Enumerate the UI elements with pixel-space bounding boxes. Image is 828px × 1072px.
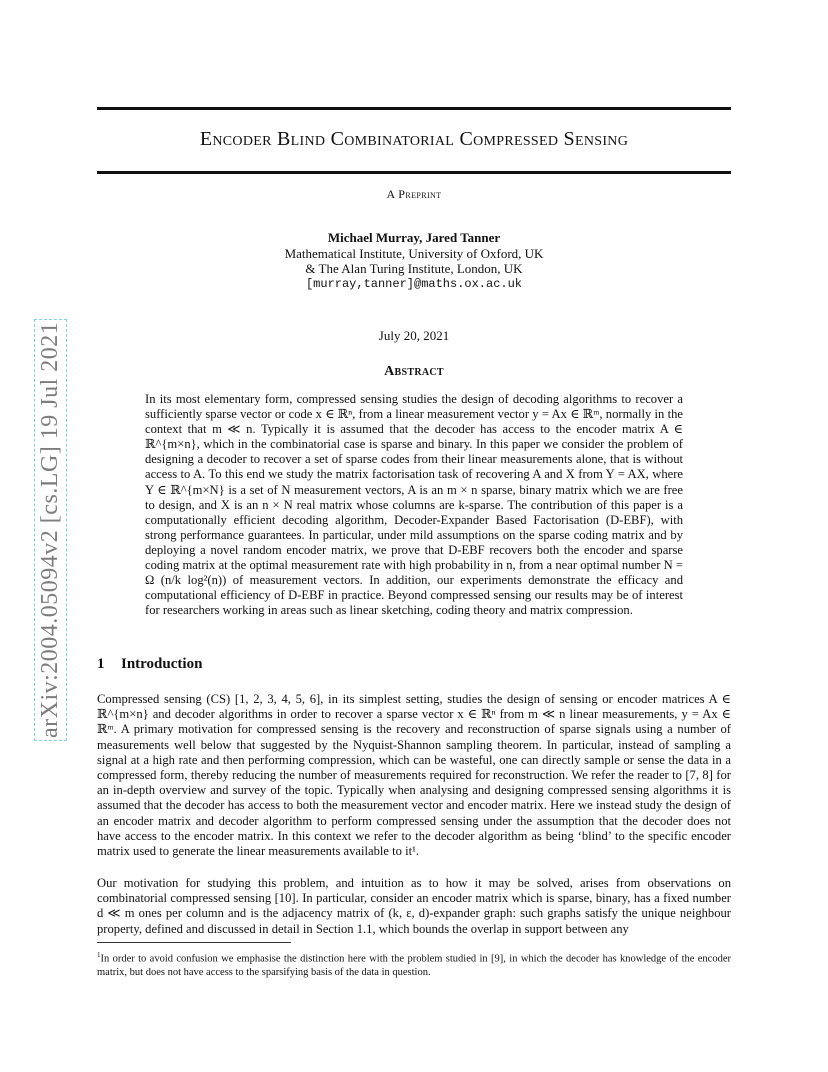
arxiv-identifier[interactable]: arXiv:2004.05094v2 [cs.LG] 19 Jul 2021 (37, 321, 63, 738)
section-title: Introduction (121, 656, 203, 672)
paper-date: July 20, 2021 (378, 328, 450, 343)
preprint-label: A Preprint (386, 187, 442, 201)
intro-paragraph-1: Compressed sensing (CS) [1, 2, 3, 4, 5, 6], in its simplest setting, studies the design of sensing or encoder matrices A ∈ ℝ^{m×n} and decoder algorithms in order to recover a sparse vector x ∈ ℝⁿ from m ≪ n linear measurements, y = Ax ∈ ℝᵐ. A primary motivation for compressed sensing is the recovery and reconstruction of sparse signals using a number of measurements well below that suggested by the Nyquist-Shannon sampling theorem. In particular, instead of sampling a signal at a high rate and then performing compression, which can be wasteful, one can directly sample or sense the data in a compressed form, thereby reducing the number of measurements required for reconstruction. We refer the reader to [7, 8] for an in-depth overview and survey of the topic. Typically when analysing and designing compressed sensing algorithms it is assumed that the decoder has access to both the measurement vector and encoder matrix. Here we instead study the design of an encoder matrix and decoder algorithm to perform compressed sensing under the assumption that the decoder does not have access to the encoder matrix. In this context we refer to the decoder algorithm as being ‘blind’ to the specific encoder matrix used to generate the linear measurements available to it¹. (97, 692, 731, 859)
footnote-text: In order to avoid confusion we emphasise the distinction here with the problem studied in [9], in which the decoder has knowledge of the encoder matrix, but does not have access to the sparsifying basis of the data in question. (97, 953, 731, 978)
author-email[interactable]: [murray,tanner]@maths.ox.ac.uk (305, 276, 523, 291)
intro-paragraph-2: Our motivation for studying this problem, and intuition as to how it may be solved, arises from observations on combinatorial compressed sensing [10]. In particular, consider an encoder matrix which is sparse, binary, has a fixed number d ≪ m ones per column and is the adjacency matrix of (k, ε, d)-expander graph: such graphs satisfy the unique neighbour property, defined and discussed in detail in Section 1.1, which bounds the overlap in support between any (97, 876, 731, 936)
abstract-text: In its most elementary form, compressed sensing studies the design of decoding algorithms to recover a sufficiently sparse vector or code x ∈ ℝⁿ, from a linear measurement vector y = Ax ∈ ℝᵐ, normally in the context that m ≪ n. Typically it is assumed that the decoder has access to the encoder matrix A ∈ ℝ^{m×n}, which in the combinatorial case is sparse and binary. In this paper we consider the problem of designing a decoder to recover a set of sparse codes from their linear measurements alone, that is without access to A. To this end we study the matrix factorisation task of recovering A and X from Y = AX, where Y ∈ ℝ^{m×N} is a set of N measurement vectors, A is an m × n sparse, binary matrix which we are free to design, and X is an n × N real matrix whose columns are k-sparse. The contribution of this paper is a computationally efficient decoding algorithm, Decoder-Expander Based Factorisation (D-EBF), with strong performance guarantees. In particular, under mild assumptions on the sparse coding matrix and by deploying a novel random encoder matrix, we prove that D-EBF recovers both the encoder and sparse coding matrix at the optimal measurement rate with high probability in n, from a near optimal number N = Ω (n/k log²(n)) of measurement vectors. In addition, our experiments demonstrate the efficacy and computational efficiency of D-EBF in practice. Beyond compressed sensing our results may be of interest for researchers working in areas such as linear sketching, coding theory and matrix compression. (145, 392, 683, 618)
section-heading (97, 656, 202, 673)
author-block (0, 230, 828, 292)
affiliation-turing: & The Alan Turing Institute, London, UK (305, 261, 523, 276)
title-top-rule (97, 107, 731, 110)
paper-title: Encoder Blind Combinatorial Compressed Sensing (199, 128, 629, 150)
section-number: 1 (97, 656, 105, 672)
author-names: Michael Murray, Jared Tanner (327, 230, 501, 245)
footnote-marker[interactable]: 1 (97, 951, 101, 959)
footnote-rule (97, 942, 291, 943)
title-bottom-rule (97, 171, 731, 174)
affiliation-oxford: Mathematical Institute, University of Oxford, UK (284, 245, 544, 261)
footnote (97, 949, 731, 979)
abstract-heading: Abstract (384, 364, 444, 379)
